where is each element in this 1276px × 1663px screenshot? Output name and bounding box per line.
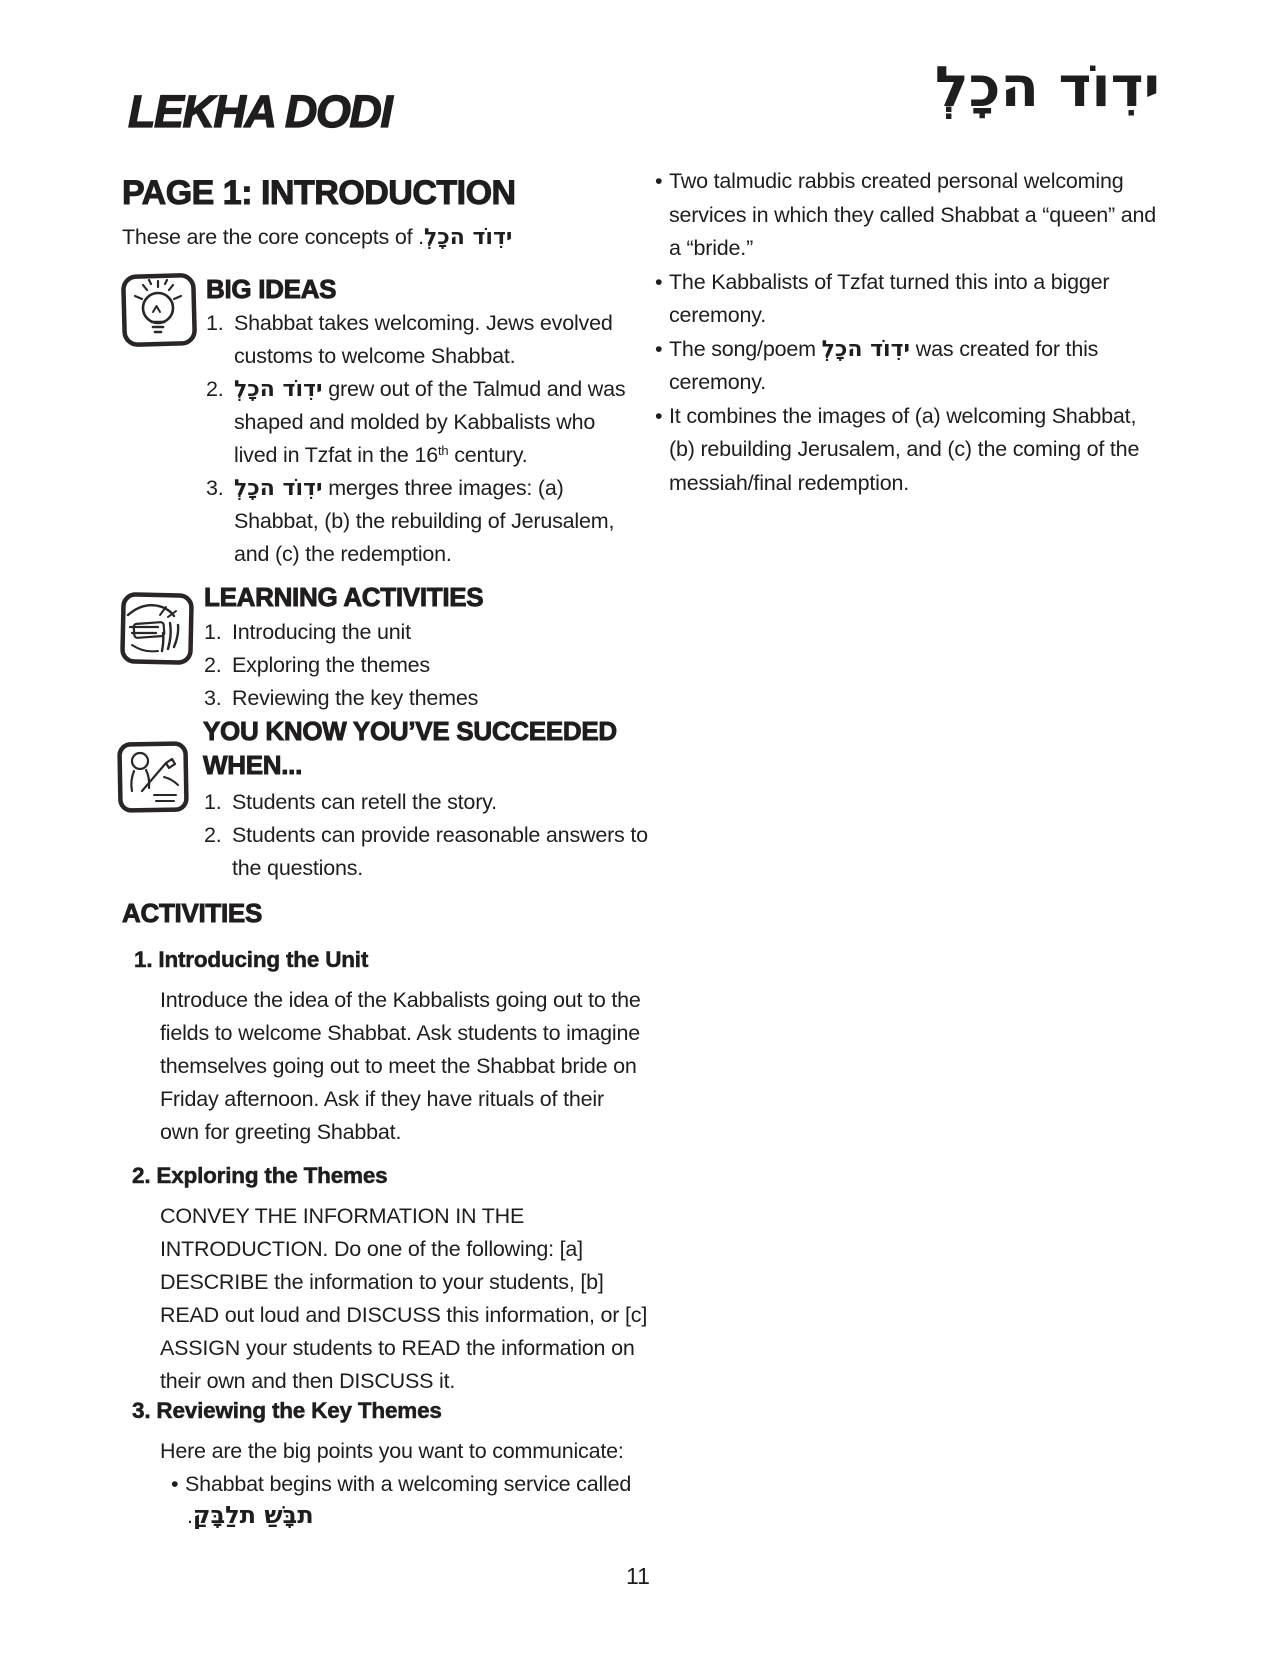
bullet-item xyxy=(655,400,1163,501)
bullet-item xyxy=(655,266,1163,333)
item-text: Students can retell the story. xyxy=(232,790,497,814)
activity-3-lead: Here are the big points you want to communicate: xyxy=(160,1439,624,1463)
page-title: LEKHA DODI xyxy=(128,86,392,137)
item-hebrew: לְכָה דוֹדִי xyxy=(234,476,323,501)
succeeded-heading-line1: YOU KNOW YOU’VE SUCCEEDED xyxy=(203,716,617,746)
lightbulb-icon xyxy=(117,267,202,352)
item-hebrew: לְכָה דוֹדִי xyxy=(234,377,323,402)
intro-lead-hebrew: לְכָה דוֹדִי xyxy=(423,225,513,250)
item-number: 1. xyxy=(206,311,224,335)
succeeded-heading xyxy=(203,714,673,782)
activity-2-body: CONVEY THE INFORMATION IN THE INTRODUCTION. Do one of the following: [a] DESCRIBE the information to your students, [b] READ out loud and DISCUSS this information, or [c] ASSIGN your students to READ the information on their own and then DISCUSS it. xyxy=(160,1204,648,1393)
succeeded-heading-line2: WHEN... xyxy=(203,750,303,780)
list-item xyxy=(204,649,654,682)
activity-1-body: Introduce the idea of the Kabbalists going out to the fields to welcome Shabbat. Ask students to imagine themselves going out to meet the Shabbat bride on Friday afternoon. Ask if they have rituals of their own for greeting Shabbat. xyxy=(160,988,641,1144)
bullet-dot: • xyxy=(655,269,663,294)
learning-activities-list xyxy=(204,616,654,715)
big-ideas-heading: BIG IDEAS xyxy=(206,274,337,304)
ordinal-superscript: th xyxy=(437,443,449,458)
activity-2-title: 2. Exploring the Themes xyxy=(132,1163,388,1188)
big-ideas-list xyxy=(206,307,640,571)
item-text: Exploring the themes xyxy=(232,653,430,677)
student-writing-icon xyxy=(114,737,194,817)
bullet-dot: • xyxy=(655,169,663,193)
page-number: 11 xyxy=(626,1563,650,1589)
item-number: 1. xyxy=(204,620,222,644)
hebrew-line-period: . xyxy=(187,1504,193,1528)
item-number: 3. xyxy=(206,476,224,500)
item-number: 1. xyxy=(204,790,222,814)
activity-3-hebrew-line xyxy=(187,1499,314,1533)
item-text: Reviewing the key themes xyxy=(232,686,479,710)
item-number: 2. xyxy=(206,377,224,401)
list-item xyxy=(204,682,654,715)
item-text: Introducing the unit xyxy=(232,620,411,644)
intro-lead-text: These are the core concepts of xyxy=(122,225,419,249)
bullet-text-pre: The song/poem xyxy=(669,336,822,361)
right-column xyxy=(655,165,1163,500)
bullet-text: The Kabbalists of Tzfat turned this into a bigger ceremony. xyxy=(669,269,1110,327)
item-text: merges three images: (a) Shabbat, (b) the rebuilding of Jerusalem, and (c) the redemption. xyxy=(234,476,615,566)
item-text: Shabbat takes welcoming. Jews evolved customs to welcome Shabbat. xyxy=(234,311,613,368)
item-text: Students can provide reasonable answers to the questions. xyxy=(232,823,648,880)
hebrew-title: לְכָה דוֹדִי xyxy=(934,55,1160,120)
list-item xyxy=(204,616,654,649)
intro-line xyxy=(122,221,642,254)
activity-3-bullet xyxy=(171,1468,655,1501)
learning-activities-heading: LEARNING ACTIVITIES xyxy=(204,582,484,612)
bullet-item xyxy=(655,165,1163,266)
activity-3-title: 3. Reviewing the Key Themes xyxy=(132,1398,442,1423)
item-number: 2. xyxy=(204,653,222,677)
item-text: grew out of the Talmud and was shaped and molded by Kabbalists who lived in Tzfat in the 16 xyxy=(234,377,626,467)
section-heading-introduction: PAGE 1: INTRODUCTION xyxy=(122,174,516,212)
item-text-end: century. xyxy=(448,443,528,467)
list-item xyxy=(206,373,640,472)
kabbalat-shabbat-hebrew: קַבָּלַת שַׁבָּת xyxy=(192,1501,314,1529)
activities-heading: ACTIVITIES xyxy=(122,898,263,928)
bullet-item xyxy=(655,333,1163,400)
item-number: 3. xyxy=(204,686,222,710)
bullet-text-post: was created for this ceremony. xyxy=(669,336,1099,394)
bullet-text: It combines the images of (a) welcoming Shabbat, (b) rebuilding Jerusalem, and (c) the coming of the messiah/final redemption. xyxy=(669,403,1140,495)
list-item xyxy=(204,786,670,819)
list-item xyxy=(206,307,640,373)
list-item xyxy=(206,472,640,571)
bullet-dot: • xyxy=(655,403,663,428)
bullet-dot: • xyxy=(655,336,663,361)
item-number: 2. xyxy=(204,823,222,847)
bullet-dot: • xyxy=(171,1472,179,1496)
hands-on-activity-icon xyxy=(116,587,199,670)
activity-1-title: 1. Introducing the Unit xyxy=(134,947,369,972)
succeeded-list xyxy=(204,786,670,885)
bullet-text: Shabbat begins with a welcoming service called xyxy=(185,1472,632,1496)
bullet-text: Two talmudic rabbis created personal welcoming services in which they called Shabbat a “queen” and a “bride.” xyxy=(669,169,1156,260)
intro-lead-period: . xyxy=(418,225,424,249)
bullet-hebrew: לְכָה דוֹדִי xyxy=(821,336,911,362)
list-item xyxy=(204,819,670,885)
